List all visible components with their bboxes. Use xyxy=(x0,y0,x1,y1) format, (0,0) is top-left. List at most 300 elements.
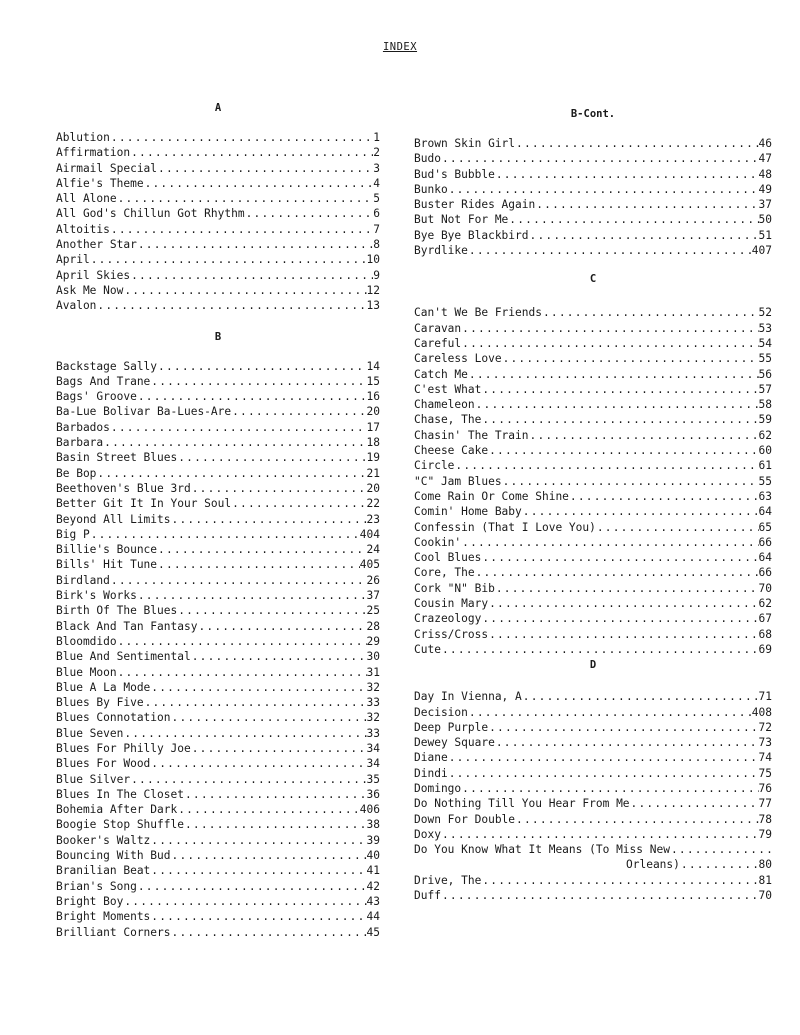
index-entry xyxy=(56,512,380,527)
entry-title: Buster Rides Again xyxy=(414,198,536,212)
entry-title: April Skies xyxy=(56,268,131,282)
entry-title: Bye Bye Blackbird xyxy=(414,228,529,242)
index-entry xyxy=(414,720,772,735)
entry-title: Brilliant Corners xyxy=(56,925,171,939)
entry-title: Diane xyxy=(414,751,448,765)
entry-page-number: 40 xyxy=(366,849,380,863)
entry-page-number: 56 xyxy=(758,367,772,381)
dot-leader xyxy=(461,781,758,796)
dot-leader xyxy=(123,894,366,909)
index-entry xyxy=(56,802,380,817)
entry-title: Basin Street Blues xyxy=(56,451,178,465)
entry-page-number: 28 xyxy=(366,619,380,633)
dot-leader xyxy=(90,252,367,267)
index-entry xyxy=(56,833,380,848)
dot-leader xyxy=(110,573,367,588)
entry-title: Criss/Cross xyxy=(414,627,489,641)
dot-leader xyxy=(461,535,758,550)
entry-page-number: 15 xyxy=(366,374,380,388)
entry-page-number: 1 xyxy=(373,131,380,144)
dot-leader xyxy=(90,527,360,542)
entry-page-number: 71 xyxy=(758,690,772,704)
dot-leader xyxy=(481,611,758,626)
entry-page-number: 408 xyxy=(751,705,772,719)
dot-leader xyxy=(231,496,366,511)
entry-title: Boogie Stop Shuffle xyxy=(56,818,184,832)
index-entry xyxy=(56,450,380,465)
dot-leader xyxy=(515,136,758,151)
dot-leader xyxy=(475,565,759,580)
entry-title: Day In Vienna, A xyxy=(414,690,522,704)
entry-page-number: 36 xyxy=(366,787,380,801)
entry-page-number: 405 xyxy=(359,558,380,572)
index-entry xyxy=(56,665,380,680)
index-list xyxy=(414,136,772,258)
entry-page-number: 32 xyxy=(366,680,380,694)
entry-page-number: 59 xyxy=(758,413,772,427)
index-entry xyxy=(56,588,380,603)
entry-title: Caravan xyxy=(414,321,462,335)
entry-title: C'est What xyxy=(414,382,482,396)
entry-page-number: 16 xyxy=(366,390,380,404)
entry-title: Cute xyxy=(414,642,441,656)
dot-leader xyxy=(157,542,366,557)
entry-title: Billie's Bounce xyxy=(56,543,158,557)
index-entry xyxy=(414,766,772,781)
entry-page-number: 25 xyxy=(366,604,380,618)
index-entry xyxy=(56,420,380,435)
entry-page-number: 51 xyxy=(758,228,772,242)
entry-title: Chase, The xyxy=(414,413,482,427)
entry-page-number: 74 xyxy=(758,751,772,765)
index-entry xyxy=(414,611,772,626)
index-entry xyxy=(414,382,772,397)
entry-title: Birdland xyxy=(56,573,110,587)
entry-page-number: 72 xyxy=(758,720,772,734)
dot-leader xyxy=(123,283,366,298)
index-entry xyxy=(56,619,380,634)
entry-title: Blue Silver xyxy=(56,772,131,786)
entry-title: Better Git It In Your Soul xyxy=(56,497,232,511)
dot-leader xyxy=(117,665,367,680)
entry-title: Bloomdido xyxy=(56,634,117,648)
index-entry xyxy=(56,389,380,404)
index-entry xyxy=(414,689,772,704)
entry-page-number: 61 xyxy=(758,459,772,473)
index-entry xyxy=(414,642,772,657)
entry-page-number: 62 xyxy=(758,428,772,442)
entry-title: Blues By Five xyxy=(56,696,144,710)
dot-leader xyxy=(96,298,366,313)
dot-leader xyxy=(150,374,366,389)
entry-page-number: 34 xyxy=(366,757,380,771)
dot-leader xyxy=(481,873,758,888)
dot-leader xyxy=(231,404,366,419)
dot-leader xyxy=(468,243,752,258)
index-entry xyxy=(56,237,380,252)
entry-page-number: 38 xyxy=(366,818,380,832)
index-entry xyxy=(56,222,380,237)
index-entry xyxy=(56,817,380,832)
entry-title: Blue And Sentimental xyxy=(56,650,191,664)
entry-page-number: 21 xyxy=(366,466,380,480)
index-column-left xyxy=(56,100,380,940)
entry-page-number: 29 xyxy=(366,634,380,648)
dot-leader xyxy=(529,428,759,443)
index-entry xyxy=(414,243,772,258)
entry-page-number: 404 xyxy=(359,527,380,541)
dot-leader xyxy=(157,161,373,176)
entry-title: Blue Seven xyxy=(56,726,124,740)
dot-leader xyxy=(441,888,759,903)
entry-title: Bunko xyxy=(414,182,448,196)
entry-title: Brian's Song xyxy=(56,879,137,893)
entry-title: Booker's Waltz xyxy=(56,833,151,847)
index-entry xyxy=(414,550,772,565)
dot-leader xyxy=(157,359,366,374)
index-entry xyxy=(56,191,380,206)
dot-leader xyxy=(177,603,366,618)
entry-title: Big P xyxy=(56,527,90,541)
entry-page-number: 37 xyxy=(366,589,380,603)
index-entry xyxy=(56,894,380,909)
entry-title: Barbara xyxy=(56,436,104,450)
dot-leader xyxy=(569,489,759,504)
dot-leader xyxy=(468,705,752,720)
dot-leader xyxy=(245,206,374,221)
index-entry xyxy=(414,443,772,458)
entry-page-number: 406 xyxy=(359,803,380,817)
entry-title: Come Rain Or Come Shine xyxy=(414,489,569,503)
index-entry xyxy=(56,649,380,664)
index-entry xyxy=(414,581,772,596)
index-entry xyxy=(414,873,772,888)
index-entry xyxy=(414,458,772,473)
entry-title: Core, The xyxy=(414,566,475,580)
index-entry xyxy=(414,596,772,611)
entry-title: Blue Moon xyxy=(56,665,117,679)
entry-page-number: 70 xyxy=(758,889,772,903)
dot-leader xyxy=(110,222,373,237)
entry-page-number: 17 xyxy=(366,420,380,434)
entry-page-number: 9 xyxy=(373,268,380,282)
dot-leader xyxy=(448,182,759,197)
dot-leader xyxy=(488,596,758,611)
entry-title: Blues Connotation xyxy=(56,711,171,725)
entry-title: Another Star xyxy=(56,238,137,252)
entry-title: Duff xyxy=(414,889,441,903)
entry-title: Circle xyxy=(414,459,455,473)
entry-page-number: 37 xyxy=(758,198,772,212)
dot-leader xyxy=(522,689,759,704)
entry-title: Blues For Philly Joe xyxy=(56,741,191,755)
entry-page-number: 22 xyxy=(366,497,380,511)
entry-page-number: 8 xyxy=(373,238,380,252)
entry-page-number: 24 xyxy=(366,543,380,557)
index-list xyxy=(414,305,772,657)
entry-title: "C" Jam Blues xyxy=(414,474,502,488)
dot-leader xyxy=(461,336,758,351)
dot-leader xyxy=(184,787,367,802)
index-entry xyxy=(56,161,380,176)
entry-page-number: 65 xyxy=(758,520,772,534)
entry-page-number: 7 xyxy=(373,222,380,236)
entry-title: Bright Moments xyxy=(56,910,151,924)
index-column-right xyxy=(414,106,772,903)
section-heading: A xyxy=(214,102,222,114)
dot-leader xyxy=(123,726,366,741)
entry-title: Dewey Square xyxy=(414,736,495,750)
dot-leader xyxy=(448,750,759,765)
entry-page-number: 5 xyxy=(373,192,380,206)
index-entry xyxy=(56,557,380,572)
index-entry xyxy=(414,705,772,720)
index-entry xyxy=(56,787,380,802)
index-entry xyxy=(56,527,380,542)
dot-leader xyxy=(488,443,758,458)
entry-title: Do You Know What It Means (To Miss New xyxy=(414,843,670,857)
index-entry xyxy=(56,925,380,940)
entry-title: Beyond All Limits xyxy=(56,512,171,526)
index-entry xyxy=(414,535,772,550)
entry-title: Decision xyxy=(414,705,468,719)
dot-leader xyxy=(495,735,759,750)
dot-leader xyxy=(171,710,367,725)
index-entry xyxy=(414,504,772,519)
entry-page-number: 3 xyxy=(373,161,380,175)
dot-leader xyxy=(137,879,367,894)
entry-page-number: 43 xyxy=(366,894,380,908)
entry-title: Beethoven's Blue 3rd xyxy=(56,481,191,495)
index-entry xyxy=(56,695,380,710)
entry-title: Blues In The Closet xyxy=(56,787,184,801)
dot-leader xyxy=(191,741,367,756)
entry-title: Ablution xyxy=(56,131,110,144)
index-entry xyxy=(414,228,772,243)
entry-page-number: 79 xyxy=(758,827,772,841)
dot-leader xyxy=(680,857,759,872)
entry-title: Cookin' xyxy=(414,535,462,549)
index-entry xyxy=(56,206,380,221)
entry-page-number: 52 xyxy=(758,306,772,320)
dot-leader xyxy=(441,642,759,657)
dot-leader xyxy=(596,520,759,535)
section-heading: C xyxy=(589,273,597,286)
entry-page-number: 58 xyxy=(758,398,772,412)
dot-leader xyxy=(481,550,758,565)
entry-page-number: 80 xyxy=(758,858,772,872)
index-entry xyxy=(56,879,380,894)
entry-page-number: 77 xyxy=(758,797,772,811)
entry-page-number: 14 xyxy=(366,359,380,373)
dot-leader xyxy=(191,649,367,664)
entry-page-number: 18 xyxy=(366,436,380,450)
index-entry xyxy=(56,848,380,863)
entry-title: Chasin' The Train xyxy=(414,428,529,442)
entry-page-number: 32 xyxy=(366,711,380,725)
dot-leader xyxy=(103,435,366,450)
dot-leader xyxy=(630,796,759,811)
dot-leader xyxy=(117,191,374,206)
index-entry xyxy=(414,412,772,427)
entry-title: Bouncing With Bud xyxy=(56,849,171,863)
entry-page-number: 33 xyxy=(366,726,380,740)
dot-leader xyxy=(171,512,367,527)
entry-page-number: 62 xyxy=(758,597,772,611)
index-entry xyxy=(414,336,772,351)
entry-page-number: 42 xyxy=(366,879,380,893)
index-entry xyxy=(56,176,380,191)
index-entry xyxy=(56,756,380,771)
dot-leader xyxy=(461,321,758,336)
index-entry xyxy=(56,252,380,267)
entry-title: Down For Double xyxy=(414,812,516,826)
entry-title: Domingo xyxy=(414,781,462,795)
dot-leader xyxy=(130,145,373,160)
entry-title: Cork "N" Bib xyxy=(414,581,495,595)
index-list xyxy=(414,689,772,903)
dot-leader xyxy=(157,557,360,572)
entry-title: Doxy xyxy=(414,827,441,841)
entry-title: Airmail Special xyxy=(56,161,158,175)
index-entry xyxy=(414,321,772,336)
dot-leader xyxy=(481,412,758,427)
entry-title: Careful xyxy=(414,336,462,350)
dot-leader xyxy=(670,842,772,857)
entry-page-number: 66 xyxy=(758,535,772,549)
entry-title: But Not For Me xyxy=(414,213,509,227)
entry-title: Cheese Cake xyxy=(414,444,489,458)
entry-page-number: 50 xyxy=(758,213,772,227)
entry-page-number: 39 xyxy=(366,833,380,847)
index-entry xyxy=(414,796,772,811)
entry-title: Birth Of The Blues xyxy=(56,604,178,618)
index-entry xyxy=(56,359,380,374)
index-entry xyxy=(414,151,772,166)
index-entry xyxy=(56,496,380,511)
index-entry xyxy=(414,367,772,382)
index-entry xyxy=(414,428,772,443)
dot-leader xyxy=(481,382,758,397)
dot-leader xyxy=(150,909,366,924)
entry-page-number: 6 xyxy=(373,207,380,221)
index-entry xyxy=(56,741,380,756)
dot-leader xyxy=(150,756,366,771)
entry-page-number: 407 xyxy=(751,244,772,258)
entry-title: Catch Me xyxy=(414,367,468,381)
entry-title: Alfie's Theme xyxy=(56,176,144,190)
index-entry xyxy=(56,268,380,283)
dot-leader xyxy=(522,504,759,519)
dot-leader xyxy=(502,474,759,489)
entry-page-number: 35 xyxy=(366,772,380,786)
index-entry xyxy=(56,603,380,618)
entry-title: Chameleon xyxy=(414,398,475,412)
entry-title: Ask Me Now xyxy=(56,283,124,297)
index-entry xyxy=(56,404,380,419)
dot-leader xyxy=(515,812,758,827)
entry-page-number: 57 xyxy=(758,382,772,396)
index-entry xyxy=(56,909,380,924)
entry-page-number: 78 xyxy=(758,812,772,826)
dot-leader xyxy=(535,197,758,212)
entry-title: April xyxy=(56,253,90,267)
entry-page-number: 13 xyxy=(366,299,380,313)
index-entry xyxy=(414,750,772,765)
dot-leader xyxy=(117,634,367,649)
dot-leader xyxy=(488,720,758,735)
entry-page-number: 60 xyxy=(758,444,772,458)
index-entry xyxy=(56,298,380,313)
dot-leader xyxy=(150,833,366,848)
index-entry xyxy=(56,466,380,481)
entry-title: Budo xyxy=(414,152,441,166)
entry-page-number: 20 xyxy=(366,405,380,419)
entry-page-number: 67 xyxy=(758,612,772,626)
dot-leader xyxy=(488,627,758,642)
entry-page-number: 23 xyxy=(366,512,380,526)
entry-page-number: 47 xyxy=(758,152,772,166)
index-entry xyxy=(56,130,380,145)
entry-page-number: 2 xyxy=(373,146,380,160)
entry-page-number: 49 xyxy=(758,182,772,196)
index-entry xyxy=(414,489,772,504)
entry-title: Crazeology xyxy=(414,612,482,626)
index-entry xyxy=(56,145,380,160)
index-entry xyxy=(414,627,772,642)
entry-page-number: 33 xyxy=(366,696,380,710)
entry-page-number: 81 xyxy=(758,873,772,887)
entry-page-number: 12 xyxy=(366,283,380,297)
entry-page-number: 64 xyxy=(758,551,772,565)
index-entry xyxy=(414,397,772,412)
index-entry xyxy=(56,710,380,725)
index-entry xyxy=(56,772,380,787)
entry-title: Bud's Bubble xyxy=(414,167,495,181)
entry-page-number: 30 xyxy=(366,650,380,664)
entry-title: Birk's Works xyxy=(56,589,137,603)
index-list xyxy=(56,359,380,940)
dot-leader xyxy=(150,863,366,878)
dot-leader xyxy=(144,695,367,710)
entry-page-number: 19 xyxy=(366,451,380,465)
entry-title: Blues For Wood xyxy=(56,757,151,771)
index-entry xyxy=(414,305,772,320)
index-entry xyxy=(414,212,772,227)
entry-page-number: 34 xyxy=(366,741,380,755)
entry-title: Black And Tan Fantasy xyxy=(56,619,198,633)
dot-leader xyxy=(475,397,759,412)
index-entry xyxy=(414,520,772,535)
dot-leader xyxy=(177,450,366,465)
entry-title: Cool Blues xyxy=(414,551,482,565)
dot-leader xyxy=(508,212,758,227)
index-entry xyxy=(56,573,380,588)
dot-leader xyxy=(495,581,759,596)
index-entry xyxy=(414,474,772,489)
entry-title: Bright Boy xyxy=(56,894,124,908)
dot-leader xyxy=(441,151,759,166)
entry-page-number: 63 xyxy=(758,489,772,503)
entry-title: Blue A La Mode xyxy=(56,680,151,694)
index-entry xyxy=(56,283,380,298)
entry-title: All God's Chillun Got Rhythm xyxy=(56,207,245,221)
entry-page-number: 55 xyxy=(758,352,772,366)
entry-title: Be Bop xyxy=(56,466,97,480)
dot-leader xyxy=(137,237,373,252)
index-entry xyxy=(414,781,772,796)
entry-title: Dindi xyxy=(414,766,448,780)
